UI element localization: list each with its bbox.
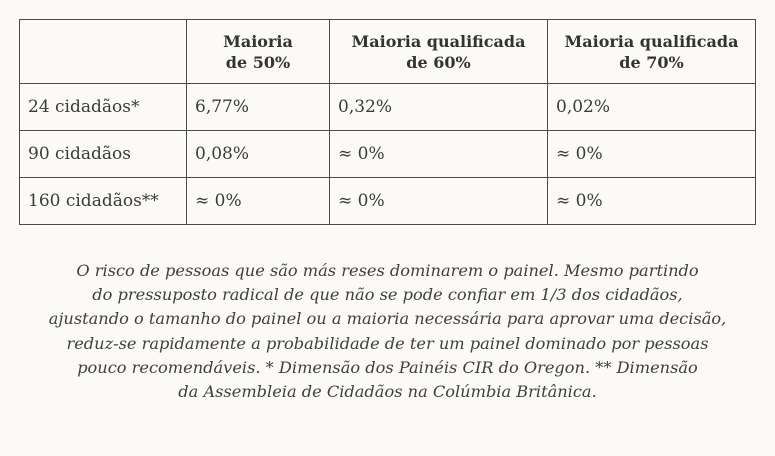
table-cell: 0,32% [330, 84, 548, 131]
header-text-line: de 70% [619, 52, 684, 72]
table-cell: 0,08% [187, 131, 330, 178]
caption-line: do pressuposto radical de que não se pode confiar em 1/3 dos cidadãos, [92, 285, 683, 305]
header-empty-cell [20, 20, 187, 84]
caption-line: ajustando o tamanho do painel ou a maioria necessária para aprovar uma decisão, [48, 309, 727, 329]
probability-table-container [19, 19, 755, 225]
row-label: 90 cidadãos [20, 131, 187, 178]
header-majority-70 [548, 20, 756, 84]
caption-line: da Assembleia de Cidadãos na Colúmbia Britânica. [178, 382, 597, 402]
header-text-line: Maioria qualificada [351, 31, 526, 51]
caption-line: reduz-se rapidamente a probabilidade de ter um painel dominado por pessoas [66, 333, 709, 353]
table-caption [30, 259, 745, 404]
caption-line: O risco de pessoas que são más reses dominarem o painel. Mesmo partindo [76, 261, 699, 280]
header-majority-60 [330, 20, 548, 84]
table-cell: ≈ 0% [330, 178, 548, 225]
table-cell: 6,77% [187, 84, 330, 131]
table-header-row [20, 20, 756, 84]
header-text-line: Maioria qualificada [564, 31, 739, 51]
header-text-line: Maioria [223, 31, 293, 51]
header-text-line: de 60% [406, 52, 471, 72]
table-cell: ≈ 0% [330, 131, 548, 178]
table-cell: 0,02% [548, 84, 756, 131]
table-cell: ≈ 0% [548, 131, 756, 178]
row-label: 24 cidadãos* [20, 84, 187, 131]
table-row [20, 131, 756, 178]
table-row [20, 84, 756, 131]
probability-table [19, 19, 756, 225]
table-cell: ≈ 0% [187, 178, 330, 225]
row-label: 160 cidadãos** [20, 178, 187, 225]
table-cell: ≈ 0% [548, 178, 756, 225]
header-majority-50 [187, 20, 330, 84]
header-text-line: de 50% [225, 52, 291, 72]
table-row [20, 178, 756, 225]
caption-line: pouco recomendáveis. * Dimensão dos Painéis CIR do Oregon. ** Dimensão [77, 357, 698, 377]
